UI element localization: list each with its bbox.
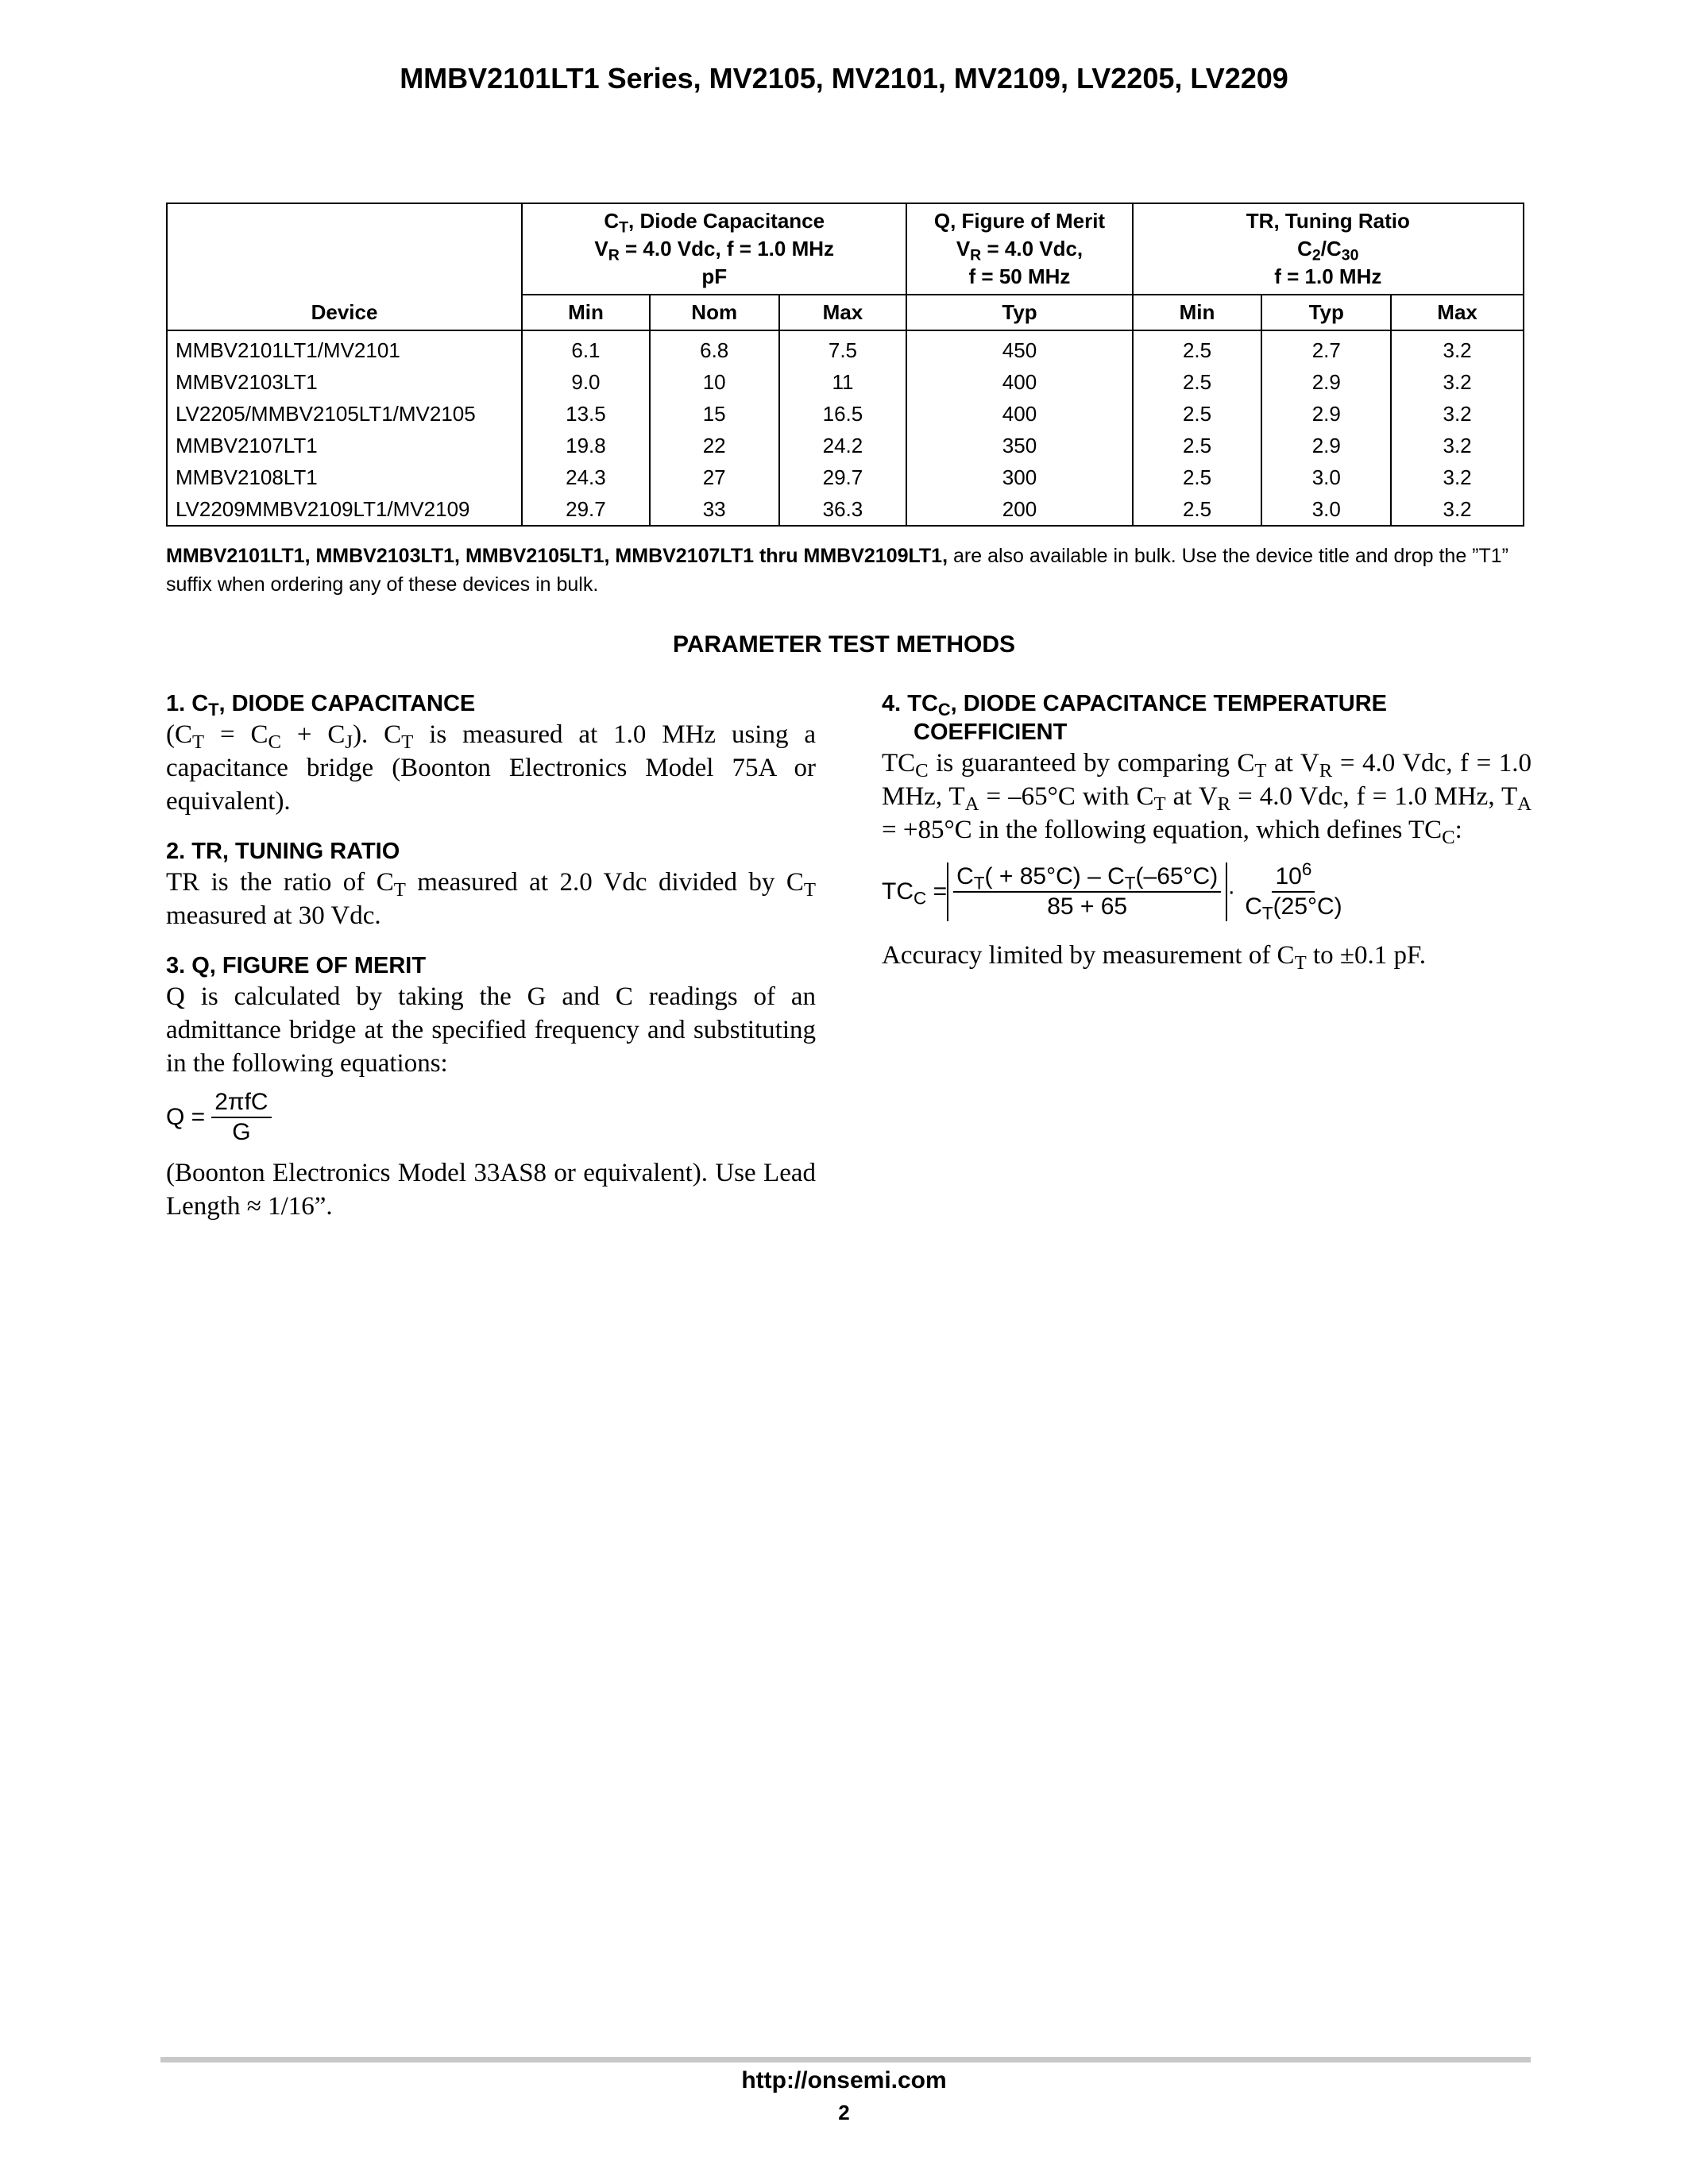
cell-ct-min: 6.1 (522, 330, 650, 366)
header-tr-min: Min (1133, 295, 1262, 330)
header-device: Device (167, 203, 522, 330)
paragraph-tuning-ratio: TR is the ratio of $C_T$ measured at 2.0 Vdc divided by $C_T$ measured at 30 Vdc. (166, 868, 816, 930)
page-title: MMBV2101LT1 Series, MV2105, MV2101, MV2109, LV2205, LV2209 (400, 62, 1288, 95)
cell-ct-max: 16.5 (779, 398, 907, 430)
cell-device: LV2209MMBV2109LT1/MV2109 (167, 493, 522, 526)
cell-ct-max: 36.3 (779, 493, 907, 526)
table-row (167, 430, 1524, 461)
cell-q-typ: 400 (906, 398, 1132, 430)
header-ct-min: Min (522, 295, 650, 330)
paragraph-boonton-note: (Boonton Electronics Model 33AS8 or equivalent). Use Lead Length ≈ 1/16”. (166, 1159, 816, 1221)
right-column (882, 689, 1532, 972)
heading-tuning-ratio: 2. TR, TUNING RATIO (166, 839, 400, 864)
cell-ct-nom: 27 (650, 461, 779, 493)
heading-temperature-coefficient: 4. $TC_C$, DIODE CAPACITANCE TEMPERATURE (882, 691, 1388, 720)
paragraph-accuracy: Accuracy limited by measurement of $C_T$ to ±0.1 pF. (882, 941, 1426, 974)
cell-q-typ: 400 (906, 366, 1132, 398)
header-ct-nom: Nom (650, 295, 779, 330)
cell-tr-max: 3.2 (1391, 366, 1524, 398)
cell-ct-min: 13.5 (522, 398, 650, 430)
cell-tr-max: 3.2 (1391, 430, 1524, 461)
cell-ct-nom: 6.8 (650, 330, 779, 366)
cell-tr-typ: 2.9 (1261, 366, 1391, 398)
cell-tr-min: 2.5 (1133, 493, 1262, 526)
cell-tr-min: 2.5 (1133, 330, 1262, 366)
header-capacitance-group: $C_T$, Diode Capacitance $V_R = 4.0$ Vdc, f = 1.0 MHz pF (522, 203, 906, 295)
cell-ct-max: 7.5 (779, 330, 907, 366)
paragraph-temperature-coefficient: $TC_C$ is guaranteed by comparing $C_T$ at $V_R = 4.0$ Vdc, f = 1.0 MHz, $T_A = -65^\circ C$ with $C_T$ at $V_R = 4.0$ Vdc, f = 1.0 MHz, $T_A = +85^\circ C$ in the following equation, which defines $TC_C$: (882, 749, 1532, 848)
paragraph-diode-capacitance: $(C_T = C_C + C_J)$. $C_T$ is measured at 1.0 MHz using a capacitance bridge (Boonton Electronics Model 75A or equivalent). (166, 720, 817, 816)
cell-device: MMBV2103LT1 (167, 366, 522, 398)
header-tr-typ: Typ (1261, 295, 1391, 330)
cell-tr-max: 3.2 (1391, 461, 1524, 493)
scale-fraction: $\frac{10^6}{C_T(25^\circ C)}$ (1245, 859, 1342, 924)
cell-ct-min: 29.7 (522, 493, 650, 526)
cell-q-typ: 350 (906, 430, 1132, 461)
cell-device: MMBV2101LT1/MV2101 (167, 330, 522, 366)
header-ct-max: Max (779, 295, 907, 330)
left-column (166, 689, 816, 1223)
table-row (167, 330, 1524, 366)
table-row (167, 398, 1524, 430)
cell-ct-nom: 10 (650, 366, 779, 398)
cell-ct-nom: 15 (650, 398, 779, 430)
section-title: PARAMETER TEST METHODS (672, 631, 1016, 658)
cell-device: MMBV2107LT1 (167, 430, 522, 461)
header-q-typ: Typ (906, 295, 1132, 330)
equation-q: Q = $\frac{\text{2πfC}}{G}$ (166, 1088, 816, 1147)
header-figure-of-merit-group: Q, Figure of Merit $V_R = 4.0$ Vdc, f = 50 MHz (906, 203, 1132, 295)
footnote-device-list: MMBV2101LT1, MMBV2103LT1, MMBV2105LT1, MMBV2107LT1 thru MMBV2109LT1, (166, 545, 948, 567)
cell-ct-nom: 33 (650, 493, 779, 526)
q-fraction: $\frac{\text{2πfC}}{G}$ (211, 1088, 271, 1147)
heading-temperature-coefficient-line2: COEFFICIENT (914, 720, 1068, 745)
cell-tr-min: 2.5 (1133, 461, 1262, 493)
cell-ct-min: 9.0 (522, 366, 650, 398)
cell-tr-typ: 2.7 (1261, 330, 1391, 366)
cell-tr-min: 2.5 (1133, 398, 1262, 430)
table-row (167, 493, 1524, 526)
footnote-text: are also available in bulk. Use the device title and drop the ”T1” suffix when ordering any of these devices in bulk. (166, 545, 1508, 596)
cell-device: MMBV2108LT1 (167, 461, 522, 493)
footer-url: http://onsemi.com (741, 2067, 947, 2093)
cell-tr-max: 3.2 (1391, 398, 1524, 430)
cell-q-typ: 450 (906, 330, 1132, 366)
header-tuning-ratio-group: TR, Tuning Ratio $C_2/C_{30}$ f = 1.0 MHz (1133, 203, 1524, 295)
cell-tr-max: 3.2 (1391, 493, 1524, 526)
cell-ct-min: 19.8 (522, 430, 650, 461)
cell-ct-nom: 22 (650, 430, 779, 461)
cell-tr-typ: 3.0 (1261, 493, 1391, 526)
cell-device: LV2205/MMBV2105LT1/MV2105 (167, 398, 522, 430)
page-number: 2 (838, 2101, 850, 2124)
heading-figure-of-merit: 3. Q, FIGURE OF MERIT (166, 953, 427, 978)
absolute-value-bars: $\frac{C_T( + 85^\circ C) - C_T(-65^\circ C)}{85 + 65}$ (947, 862, 1227, 921)
paragraph-figure-of-merit: Q is calculated by taking the G and C readings of an admittance bridge at the specified frequency and substituting in the following equations: (166, 982, 816, 1078)
cell-tr-min: 2.5 (1133, 366, 1262, 398)
cell-q-typ: 200 (906, 493, 1132, 526)
cell-tr-max: 3.2 (1391, 330, 1524, 366)
cell-ct-max: 29.7 (779, 461, 907, 493)
cell-ct-max: 24.2 (779, 430, 907, 461)
footer-divider (160, 2057, 1531, 2062)
table-footnote (166, 542, 1532, 599)
cell-tr-typ: 2.9 (1261, 398, 1391, 430)
table-row (167, 366, 1524, 398)
cell-q-typ: 300 (906, 461, 1132, 493)
cell-ct-min: 24.3 (522, 461, 650, 493)
cell-tr-min: 2.5 (1133, 430, 1262, 461)
cell-ct-max: 11 (779, 366, 907, 398)
header-tr-max: Max (1391, 295, 1524, 330)
cell-tr-typ: 3.0 (1261, 461, 1391, 493)
table-row (167, 461, 1524, 493)
heading-diode-capacitance: 1. $C_T$, DIODE CAPACITANCE (166, 691, 476, 720)
cell-tr-typ: 2.9 (1261, 430, 1391, 461)
equation-tcc: $TC_C$ = $\frac{C_T( + 85^\circ C) - C_T(-65^\circ C)}{85 + 65}$ · $\frac{10^6}{C_T(25^\circ C)}$ (882, 862, 1532, 921)
device-spec-table (166, 203, 1524, 527)
